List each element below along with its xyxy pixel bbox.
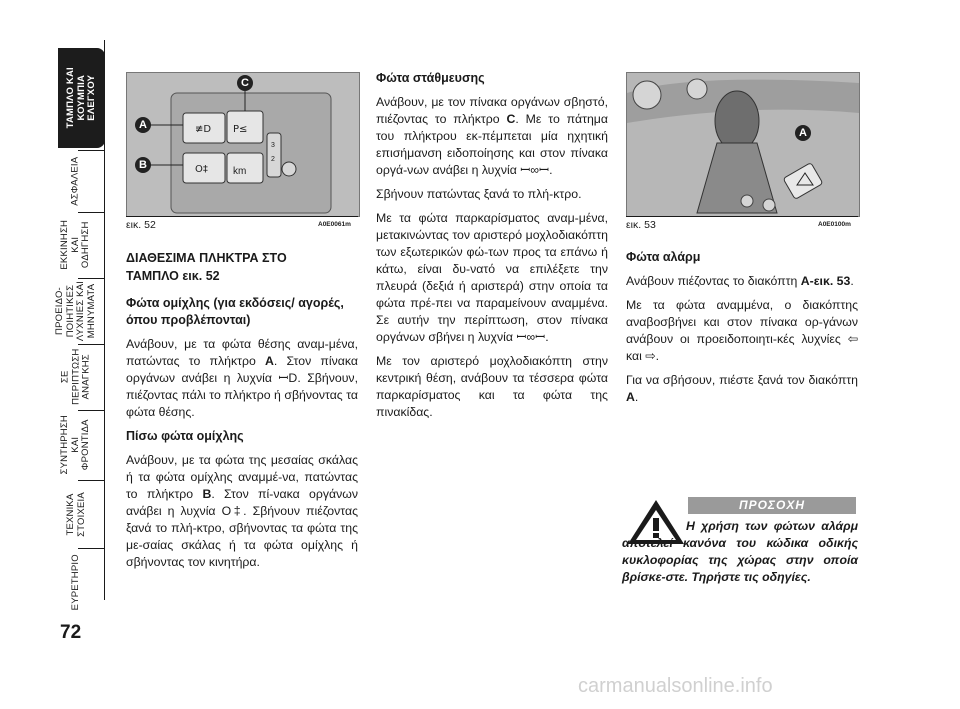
tab-safety[interactable] [48, 152, 104, 210]
turn-right-icon: ⇨ [645, 349, 656, 363]
hazard-lights-text: Ανάβουν πιέζοντας το διακόπτη A-εικ. 53. [626, 274, 854, 288]
rear-fog-lamp-icon: O‡ [221, 504, 244, 518]
tab-label: ΤΑΜΠΛΟ ΚΑΙ ΚΟΥΜΠΙΑ ΕΛΕΓΧΟΥ [64, 67, 97, 129]
text-column-3 [626, 249, 858, 413]
tab-separator [78, 212, 105, 213]
parking-lights-off: Σβήνουν πατώντας ξανά το πλή-κτρο. [376, 187, 582, 201]
section-heading: ΔΙΑΘΕΣΙΜΑ ΠΛΗΚΤΡΑ ΣΤΟ ΤΑΜΠΛΟ εικ. 52 [126, 251, 287, 283]
tab-warning-lights[interactable] [48, 280, 104, 342]
tab-technical-data[interactable] [48, 482, 104, 546]
parking-lights-text: Ανάβουν, με τον πίνακα οργάνων σβηστό, πιέζοντας το πλήκτρο C. Με το πάτημα του πλήκτρου εκ-πέμπεται μία ηχητική επισήμανση ειδοποίησης και στον πίνακα οργά-νων ανάβει η λυχνία ꟷ∞ꟷ. [376, 95, 608, 177]
tab-label: ΕΚΚΙΝΗΣΗ ΚΑΙ ΟΔΗΓΗΣΗ [59, 220, 92, 270]
tab-separator [78, 344, 105, 345]
figure-53-caption: εικ. 53 [626, 219, 656, 231]
parking-lights-title: Φώτα στάθμευσης [376, 71, 485, 85]
key-km: km [233, 166, 247, 177]
parking-lamp-icon: ꟷ∞ꟷ [520, 163, 550, 177]
tab-separator [78, 548, 105, 549]
rear-fog-text: Ανάβουν, με τα φώτα της μεσαίας σκάλας ή τα φώτα ομίχλης αναμμέ-να, πατώντας το πλήκτρο B. Στον πί-νακα οργάνων ανάβει η λυχνία O‡. Σβήνουν πιέζοντας ξανά το πλή-κτρο, σβήνοντας τα φώτα της με-σαίας σκάλας ή τα φώτα ομίχλης ή σβήνοντας τον κινητήρα. [126, 453, 358, 569]
svg-text:3: 3 [271, 142, 275, 149]
tab-separator [78, 278, 105, 279]
dashboard-buttons-illustration [127, 73, 359, 216]
text-column-2 [376, 70, 608, 428]
tab-emergency[interactable] [48, 346, 104, 408]
parking-lamp-icon: ꟷ∞ꟷ [516, 330, 546, 344]
callout-a: A [135, 117, 151, 133]
figure-52-caption: εικ. 52 [126, 219, 156, 231]
tab-label: ΣΕ ΠΕΡΙΠΤΩΣΗ ΑΝΑΓΚΗΣ [59, 348, 92, 406]
tab-separator [78, 410, 105, 411]
hazard-lights-title: Φώτα αλάρμ [626, 250, 701, 264]
figure-52-rule [126, 216, 358, 217]
parking-lights-center: Με τον αριστερό μοχλοδιακόπτη στην κεντρική θέση, ανάβουν τα τέσσερα φώτα παρκαρίσματος και τα φώτα της πινακίδας. [376, 354, 608, 419]
svg-text:P≤: P≤ [233, 124, 248, 135]
figure-52-code: A0E0061m [318, 221, 351, 228]
callout-b: B [135, 157, 151, 173]
front-fog-lamp-icon: ꟷD [278, 371, 298, 385]
hazard-lights-off: Για να σβήσουν, πιέστε ξανά τον διακόπτη A. [626, 373, 858, 404]
tab-separator [78, 480, 105, 481]
tab-index[interactable] [48, 550, 104, 614]
tab-label: ΠΡΟΕΙΔΟ- ΠΟΙΗΤΙΚΕΣ ΛΥΧΝΙΕΣ ΚΑΙ ΜΗΝΥΜΑΤΑ [54, 280, 97, 342]
figure-52-dashboard-buttons [126, 72, 360, 217]
front-fog-title: Φώτα ομίχλης (για εκδόσεις/ αγορές, όπου προβλέπονται) [126, 296, 344, 327]
warning-text: Η χρήση των φώτων αλάρμ αποτελεί κανόνα του κώδικα οδικής κυκλοφορίας της χώρας στην οποία βρίσκε-στε. Τηρήστε τις οδηγίες. [622, 519, 858, 584]
tab-dashboard-controls[interactable] [58, 48, 105, 148]
svg-text:O‡: O‡ [195, 164, 208, 175]
tab-starting-driving[interactable] [48, 214, 104, 276]
tab-label: ΤΕΧΝΙΚΑ ΣΤΟΙΧΕΙΑ [64, 491, 86, 537]
tab-separator [78, 150, 105, 151]
turn-left-icon: ⇦ [847, 332, 858, 346]
figure-53-code: A0E0100m [818, 221, 851, 228]
hazard-switch-illustration [627, 73, 859, 216]
hazard-lights-blink: Με τα φώτα αναμμένα, ο διακόπτης αναβοσβήνει και στον πίνακα ορ-γάνων ανάβουν οι προειδοποιητι-κές λυχνίες ⇦ και ⇨. [626, 298, 858, 363]
figure-53-hazard-switch [626, 72, 860, 217]
svg-text:≢D: ≢D [195, 124, 212, 135]
warning-title: ΠΡΟΣΟΧΗ [688, 497, 856, 514]
tab-label: ΕΥΡΕΤΗΡΙΟ [69, 553, 81, 611]
tab-label: ΑΣΦΑΛΕΙΑ [69, 156, 81, 206]
callout-c: C [237, 75, 253, 91]
callout-a: A [795, 125, 811, 141]
svg-text:2: 2 [271, 156, 275, 163]
figure-53-rule [626, 216, 858, 217]
tab-maintenance[interactable] [48, 412, 104, 478]
page-number: 72 [60, 622, 82, 643]
parking-lights-side: Με τα φώτα παρκαρίσματος αναμ-μένα, μετακινώντας τον αριστερό μοχλοδιακόπτη των εξωτερικών φώ-των προς τα επάνω ή κάτω, είναι δυ-νατό να επιλέξετε την πλευρά (δεξιά ή αριστερά) στην οποία τα φώτα πρέ-πει να παραμείνουν αναμμένα. Σε αυτήν την περίπτωση, στον πίνακα οργάνων σβήνει η λυχνία ꟷ∞ꟷ. [376, 211, 608, 344]
watermark: carmanualsonline.info [578, 675, 773, 697]
tab-label: ΣΥΝΤΗΡΗΣΗ ΚΑΙ ΦΡΟΝΤΙΔΑ [59, 415, 92, 475]
rear-fog-title: Πίσω φώτα ομίχλης [126, 429, 244, 443]
text-column-1 [126, 249, 358, 578]
front-fog-text: Ανάβουν, με τα φώτα θέσης αναμ-μένα, πατώντας το πλήκτρο A. Στον πίνακα οργάνων ανάβει η λυχνία ꟷD. Σβήνουν, πιέζοντας πάλι το πλήκτρο ή σβήνοντας τα φώτα θέσης. [126, 337, 359, 419]
